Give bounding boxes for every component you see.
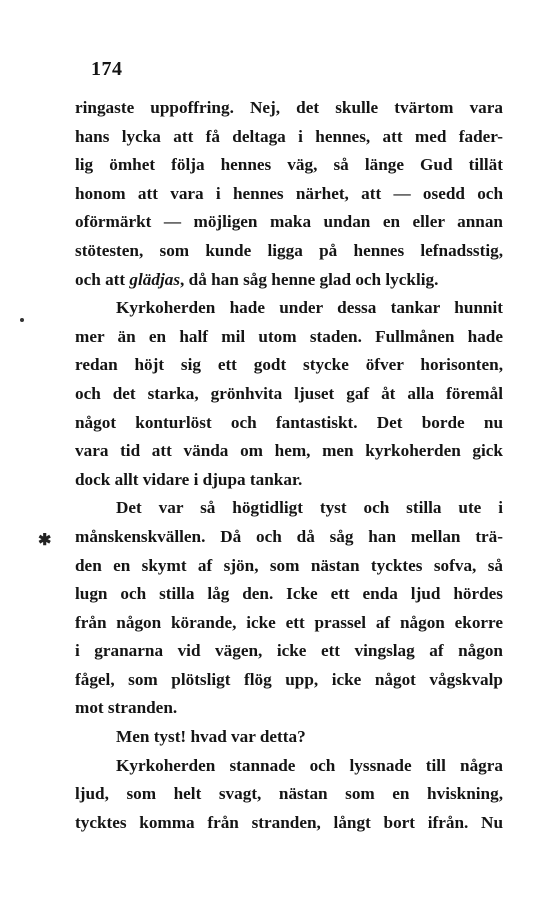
text-line: lig ömhet följa hennes väg, så länge Gud tillät bbox=[75, 155, 503, 175]
text-line: mer än en half mil utom staden. Fullmånen hade bbox=[75, 326, 503, 346]
text-line: redan höjt sig ett godt stycke öfver horisonten, bbox=[75, 355, 503, 375]
text-line: tycktes komma från stranden, långt bort ifrån. Nu bbox=[75, 812, 503, 832]
text-line bbox=[75, 266, 503, 295]
text-line: Kyrkoherden hade under dessa tankar hunnit bbox=[116, 298, 503, 318]
text-line: Men tyst! hvad var detta? bbox=[116, 727, 306, 747]
text-line: honom att vara i hennes närhet, att — osedd och bbox=[75, 183, 503, 203]
text-line: den en skymt af sjön, som nästan tycktes sofva, så bbox=[75, 555, 503, 575]
text-line: Det var så högtidligt tyst och stilla ute i bbox=[116, 498, 503, 518]
text-line: månskenskvällen. Då och då såg han mellan trä- bbox=[75, 526, 503, 546]
paper-speck bbox=[20, 318, 24, 322]
text-line: i granarna vid vägen, icke ett vingslag af någon bbox=[75, 641, 503, 661]
text-line: stötesten, som kunde ligga på hennes lefnadsstig, bbox=[75, 240, 503, 260]
margin-mark: ✱ bbox=[38, 532, 52, 549]
text-line: Kyrkoherden stannade och lyssnade till några bbox=[116, 755, 503, 775]
emphasized-word: glädjas bbox=[129, 269, 181, 289]
text-line: och det starka, grönhvita ljuset gaf åt alla föremål bbox=[75, 383, 503, 403]
text-fragment: och att bbox=[75, 269, 130, 289]
text-line: fågel, som plötsligt flög upp, icke något vågskvalp bbox=[75, 669, 503, 689]
text-line: lugn och stilla låg den. Icke ett enda ljud hördes bbox=[75, 584, 503, 604]
text-line: från någon körande, icke ett prassel af någon ekorre bbox=[75, 612, 503, 632]
page-number: 174 bbox=[91, 58, 123, 80]
text-line: mot stranden. bbox=[75, 698, 178, 718]
text-line: oförmärkt — möjligen maka undan en eller annan bbox=[75, 212, 503, 232]
text-fragment: , då han såg henne glad och lycklig. bbox=[180, 269, 439, 289]
text-line: hans lycka att få deltaga i hennes, att med fader- bbox=[75, 126, 503, 146]
text-line: vara tid att vända om hem, men kyrkoherden gick bbox=[75, 441, 503, 461]
text-line: något konturlöst och fantastiskt. Det borde nu bbox=[75, 412, 503, 432]
text-line: dock allt vidare i djupa tankar. bbox=[75, 469, 303, 489]
body-text bbox=[75, 94, 503, 837]
text-line: ringaste uppoffring. Nej, det skulle tvärtom vara bbox=[75, 98, 503, 117]
text-line: ljud, som helt svagt, nästan som en hviskning, bbox=[75, 784, 503, 804]
